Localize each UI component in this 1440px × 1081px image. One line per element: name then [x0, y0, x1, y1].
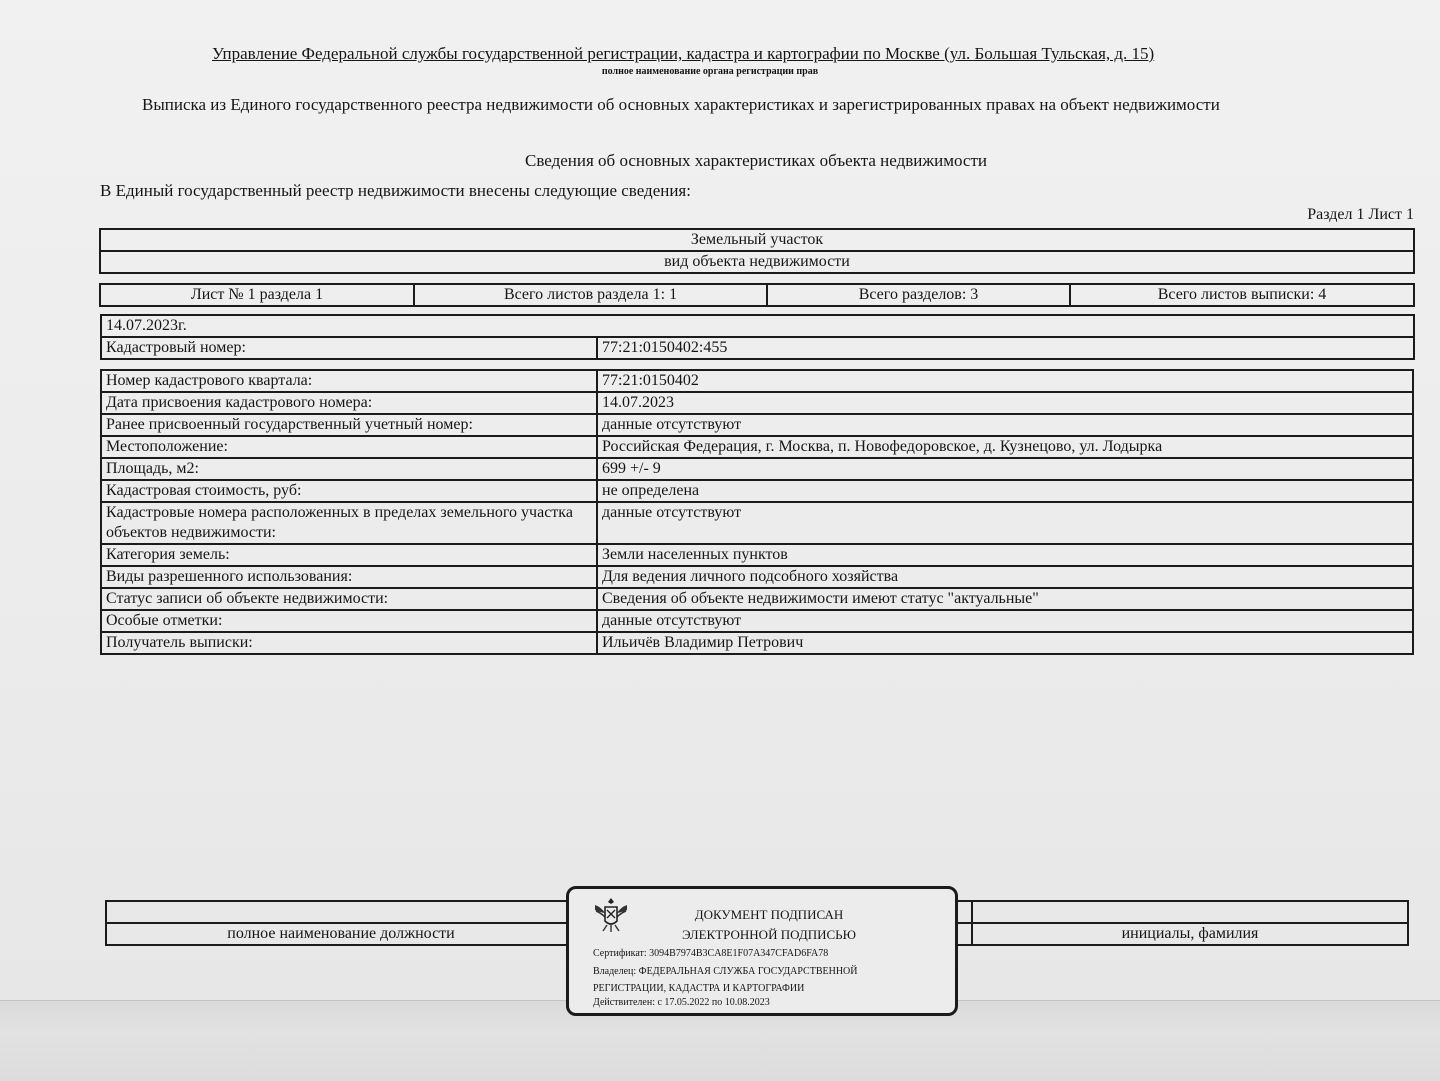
stamp-title-line1: ДОКУМЕНТ ПОДПИСАН	[694, 907, 844, 922]
row-label: Виды разрешенного использования:	[101, 566, 597, 588]
organization-caption: полное наименование органа регистрации прав	[601, 66, 819, 77]
object-type: Земельный участок	[100, 229, 1414, 251]
sheets-info-table	[99, 283, 1415, 307]
row-value: Российская Федерация, г. Москва, п. Новофедоровское, д. Кузнецово, ул. Лодырка	[597, 436, 1413, 458]
table-row	[101, 392, 1413, 414]
cadastral-number-label: Кадастровый номер:	[101, 337, 597, 359]
row-value: Земли населенных пунктов	[597, 544, 1413, 566]
row-label: Местоположение:	[101, 436, 597, 458]
row-label: Кадастровые номера расположенных в пределах земельного участка объектов недвижимости:	[101, 502, 597, 544]
position-field	[106, 901, 576, 923]
section-sheets-total: Всего листов раздела 1: 1	[414, 284, 767, 306]
table-row	[101, 610, 1413, 632]
table-row	[101, 458, 1413, 480]
certificate-validity: Действителен: с 17.05.2022 по 10.08.2023	[593, 997, 770, 1008]
row-value: Для ведения личного подсобного хозяйства	[597, 566, 1413, 588]
table-row	[101, 566, 1413, 588]
sheet-reference: Раздел 1 Лист 1	[1307, 206, 1414, 223]
table-row	[101, 414, 1413, 436]
row-value: Сведения об объекте недвижимости имеют статус "актуальные"	[597, 588, 1413, 610]
characteristics-table	[100, 369, 1414, 655]
certificate-number: Сертификат: 3094B7974B3CA8E1F07A347CFAD6FA78	[593, 948, 829, 959]
object-type-caption: вид объекта недвижимости	[100, 251, 1414, 273]
position-caption: полное наименование должности	[106, 923, 576, 945]
section-title: Сведения об основных характеристиках объекта недвижимости	[525, 151, 987, 170]
sheet-number: Лист № 1 раздела 1	[100, 284, 414, 306]
row-value: данные отсутствуют	[597, 610, 1413, 632]
row-value: данные отсутствуют	[597, 502, 1413, 544]
record-date: 14.07.2023г.	[101, 315, 1414, 337]
name-caption: инициалы, фамилия	[972, 923, 1408, 945]
object-type-table	[99, 228, 1415, 274]
organization-name: Управление Федеральной службы государственной регистрации, кадастра и картографии по Москве (ул. Большая Тульская, д. 15)	[212, 44, 1155, 63]
row-value: 14.07.2023	[597, 392, 1413, 414]
document-title: Выписка из Единого государственного реестра недвижимости об основных характеристиках и зарегистрированных правах на объект недвижимости	[142, 95, 1220, 114]
stamp-title-line2: ЭЛЕКТРОННОЙ ПОДПИСЬЮ	[682, 927, 856, 942]
row-label: Получатель выписки:	[101, 632, 597, 654]
row-label: Статус записи об объекте недвижимости:	[101, 588, 597, 610]
row-value: Ильичёв Владимир Петрович	[597, 632, 1413, 654]
intro-text: В Единый государственный реестр недвижимости внесены следующие сведения:	[100, 181, 691, 200]
table-row	[101, 588, 1413, 610]
row-label: Кадастровая стоимость, руб:	[101, 480, 597, 502]
row-label: Ранее присвоенный государственный учетный номер:	[101, 414, 597, 436]
electronic-signature-stamp	[566, 886, 958, 1016]
row-label: Особые отметки:	[101, 610, 597, 632]
table-row	[101, 544, 1413, 566]
sections-total: Всего разделов: 3	[767, 284, 1070, 306]
row-value: 77:21:0150402	[597, 370, 1413, 392]
certificate-owner-line2: РЕГИСТРАЦИИ, КАДАСТРА И КАРТОГРАФИИ	[593, 983, 805, 994]
row-value: не определена	[597, 480, 1413, 502]
row-label: Дата присвоения кадастрового номера:	[101, 392, 597, 414]
certificate-owner-line1: Владелец: ФЕДЕРАЛЬНАЯ СЛУЖБА ГОСУДАРСТВЕННОЙ	[593, 966, 858, 977]
row-label: Площадь, м2:	[101, 458, 597, 480]
table-row	[101, 370, 1413, 392]
table-row	[101, 502, 1413, 544]
extract-sheets-total: Всего листов выписки: 4	[1070, 284, 1414, 306]
name-field	[972, 901, 1408, 923]
row-label: Категория земель:	[101, 544, 597, 566]
table-row	[101, 436, 1413, 458]
table-row	[101, 480, 1413, 502]
row-value: данные отсутствуют	[597, 414, 1413, 436]
cadastral-number-value: 77:21:0150402:455	[597, 337, 1414, 359]
table-row	[101, 632, 1413, 654]
record-header-table	[100, 314, 1415, 360]
row-label: Номер кадастрового квартала:	[101, 370, 597, 392]
row-value: 699 +/- 9	[597, 458, 1413, 480]
